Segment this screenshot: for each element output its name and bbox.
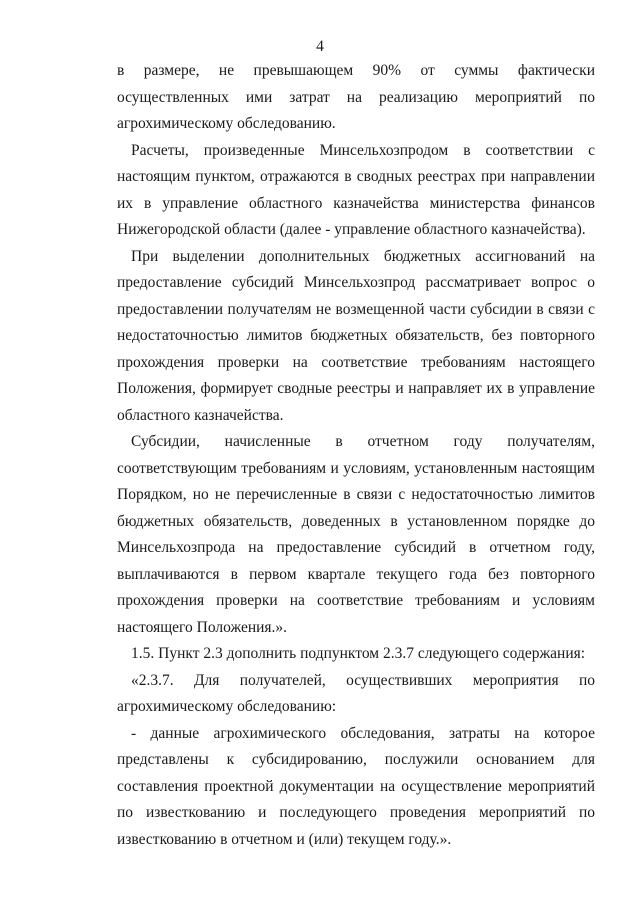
paragraph-subsidies-payout: Субсидии, начисленные в отчетном году получателям, соответствующим требованиям и условиям, установленным настоящим Порядком, но не перечисленные в связи с недостаточностью лимитов бюджетных обязательств, доведенных в установленном порядке до Минсельхозпрода на предоставление субсидий в отчетном году, выплачиваются в первом квартале текущего года без повторного прохождения проверки на соответствие требованиям и условиям настоящего Положения.».: [117, 433, 595, 636]
document-body: [117, 58, 595, 853]
paragraph-subclause-2-3-7: «2.3.7. Для получателей, осуществивших мероприятия по агрохимическому обследованию:: [117, 671, 595, 715]
paragraph-agrochemical-data: - данные агрохимического обследования, затраты на которое представлены к субсидированию, послужили основанием для составления проектной документации на осуществление мероприятий по известкованию и последующего проведения мероприятий по известкованию в отчетном и (или) текущем году.».: [117, 724, 595, 848]
paragraph-amendment-1-5: 1.5. Пункт 2.3 дополнить подпунктом 2.3.7 следующего содержания:: [131, 645, 586, 662]
paragraph-continuation: в размере, не превышающем 90% от суммы фактически осуществленных ими затрат на реализацию мероприятий по агрохимическому обследованию.: [117, 62, 595, 132]
paragraph-calculations: Расчеты, произведенные Минсельхозпродом в соответствии с настоящим пунктом, отражаются в сводных реестрах при направлении их в управление областного казначейства министерства финансов Нижегородской области (далее - управление областного казначейства).: [117, 141, 595, 238]
page-number: 4: [316, 38, 324, 55]
paragraph-additional-allocations: При выделении дополнительных бюджетных ассигнований на предоставление субсидий Минсельхозпрод рассматривает вопрос о предоставлении получателям не возмещенной части субсидии в связи с недостаточностью лимитов бюджетных обязательств, без повторного прохождения проверки на соответствие требованиям настоящего Положения, формирует сводные реестры и направляет их в управление областного казначейства.: [117, 247, 595, 424]
